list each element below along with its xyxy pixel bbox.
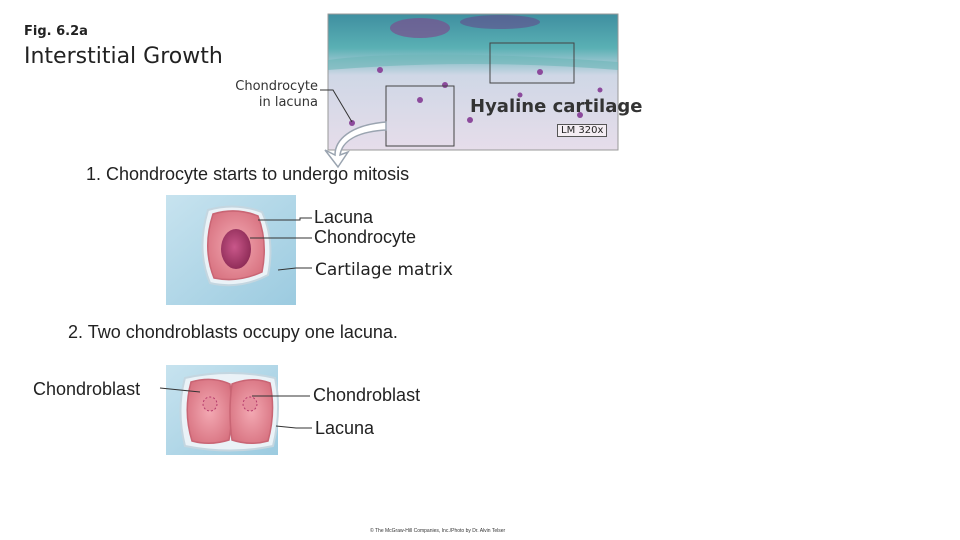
label-chondroblast-left: Chondroblast [33,379,141,399]
label-cartilage-matrix: Cartilage matrix [315,260,453,280]
step2-illustration [166,365,278,455]
nucleus [221,229,251,269]
label-chondrocyte-step1: Chondrocyte [314,227,417,247]
step1-illustration [166,195,296,305]
step2-caption: 2. Two chondroblasts occupy one lacuna. [68,322,398,342]
callout-chondrocyte-in-lacuna: Chondrocyte in lacuna [235,79,318,110]
chondroblast-left-cell [187,379,232,443]
magnification-label: LM 320x [557,124,607,137]
chondrocyte-dot [349,120,355,126]
figure-number: Fig. 6.2a [24,24,88,39]
page-title: Interstitial Growth [24,44,223,69]
step1-caption: 1. Chondrocyte starts to undergo mitosis [86,164,410,184]
label-chondroblast-right: Chondroblast [313,385,421,405]
label-lacuna-step1: Lacuna [314,207,374,227]
label-lacuna-step2: Lacuna [315,418,375,438]
chondroblast-right-cell [230,380,273,444]
hyaline-cartilage-label: Hyaline cartilage [470,96,643,117]
photo-credit: © The McGraw-Hill Companies, Inc./Photo by Dr. Alvin Telser [370,528,506,534]
